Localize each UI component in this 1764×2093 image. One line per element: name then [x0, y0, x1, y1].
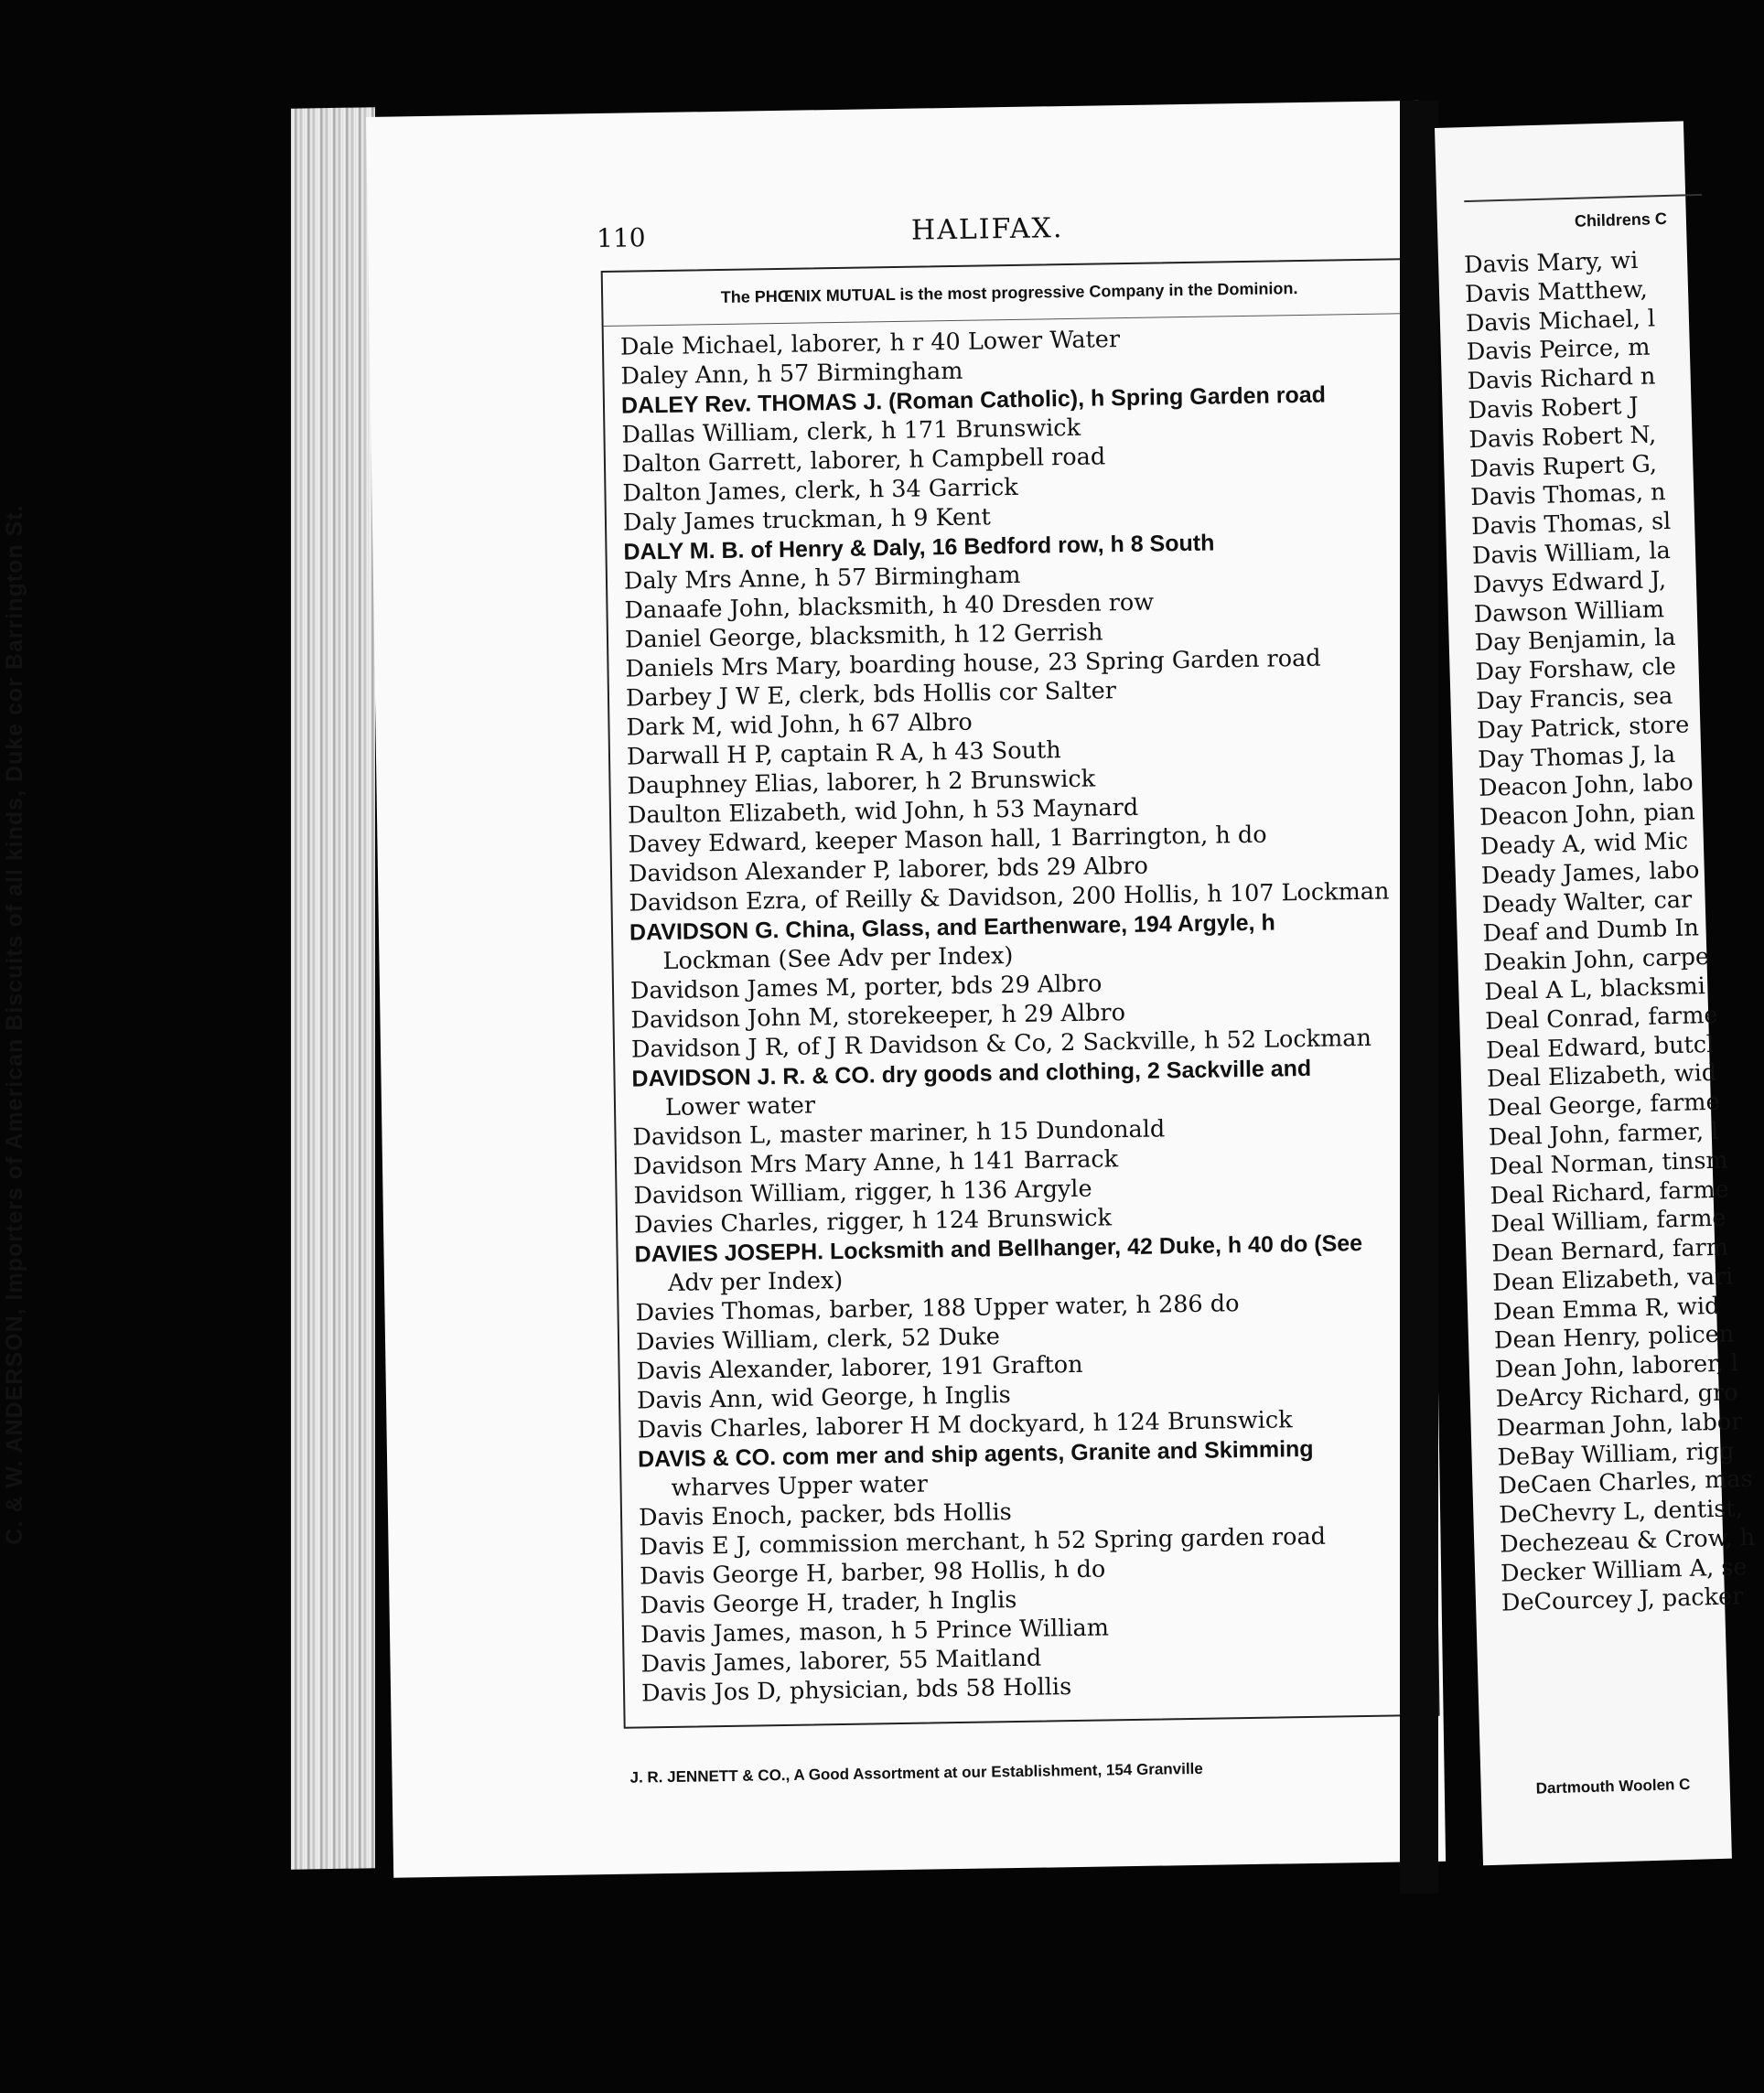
right-directory-entry: Davis Michael, l: [1465, 304, 1656, 338]
right-directory-entry: Dean John, laborer, l: [1494, 1349, 1739, 1384]
directory-entry: Dark M, wid John, h 67 Albro: [626, 708, 973, 742]
directory-entry: Davis James, laborer, 55 Maitland: [640, 1644, 1042, 1679]
right-directory-entry: Day Francis, sea: [1476, 682, 1673, 715]
right-directory-entry: Davys Edward J,: [1472, 565, 1667, 599]
left-page: [366, 101, 1446, 1878]
directory-entry: DAVIDSON J. R. & CO. dry goods and clothing, 2 Sackville and: [631, 1055, 1312, 1092]
page-number: 110: [596, 222, 646, 254]
right-directory-entry: Davis Thomas, sl: [1470, 508, 1672, 542]
right-directory-entry: Davis Richard n: [1467, 362, 1656, 396]
right-directory-entry: Deacon John, pian: [1479, 798, 1696, 832]
right-directory-entry: Day Benjamin, la: [1474, 624, 1676, 658]
directory-entry: Dalton Garrett, laborer, h Campbell road: [621, 443, 1106, 478]
directory-entry: Davis Jos D, physician, bds 58 Hollis: [640, 1673, 1072, 1708]
directory-entry: Davis James, mason, h 5 Prince William: [640, 1614, 1110, 1649]
right-page: [1435, 121, 1756, 1865]
directory-entry: Davis E J, commission merchant, h 52 Spring garden road: [639, 1522, 1327, 1562]
directory-entry: Davidson Alexander P, laborer, bds 29 Albro: [628, 852, 1149, 888]
book-gutter: [1400, 101, 1438, 1894]
directory-entry: Daniel George, blacksmith, h 12 Gerrish: [624, 618, 1103, 654]
directory-entry: Darwall H P, captain R A, h 43 South: [626, 736, 1061, 771]
right-directory-entry: DeCourcey J, packer: [1500, 1582, 1744, 1617]
directory-entry: Daly James truckman, h 9 Kent: [622, 503, 992, 537]
right-directory-entry: Deal George, farme: [1487, 1088, 1721, 1122]
directory-entry: Davies William, clerk, 52 Duke: [635, 1323, 1001, 1357]
directory-entry: Davies Charles, rigger, h 124 Brunswick: [633, 1204, 1113, 1240]
right-directory-entry: Deal Norman, tinsm: [1489, 1146, 1729, 1181]
right-directory-entry: Deacon John, labo: [1478, 768, 1694, 803]
directory-entry: Davis Alexander, laborer, 191 Grafton: [636, 1350, 1083, 1386]
directory-entry: Davis Ann, wid George, h Inglis: [636, 1381, 1011, 1415]
right-directory-entry: Davis Matthew,: [1464, 275, 1649, 308]
right-bottom-banner: Dartmouth Woolen C: [1535, 1775, 1691, 1798]
directory-entry: Adv per Index): [667, 1266, 844, 1297]
directory-entries: [620, 320, 1435, 1708]
directory-entry: DAVIES JOSEPH. Locksmith and Bellhanger, 42 Duke, h 40 do (See: [634, 1230, 1363, 1268]
right-directory-entry: Deal Edward, butcl: [1485, 1030, 1715, 1065]
right-directory-entry: Decker William A, se: [1500, 1552, 1748, 1588]
directory-entry: Dauphney Elias, laborer, h 2 Brunswick: [627, 765, 1096, 800]
right-directory-entry: Deady Walter, car: [1481, 886, 1693, 919]
right-directory-entry: Dechezeau & Crow, h: [1499, 1523, 1756, 1559]
directory-entry: Dale Michael, laborer, h r 40 Lower Water: [619, 326, 1121, 361]
right-directory-entry: Davis Robert N,: [1468, 421, 1657, 454]
right-directory-entry: Davis Mary, wi: [1463, 246, 1639, 280]
directory-entry: Davidson William, rigger, h 136 Argyle: [633, 1175, 1092, 1210]
page-edge: [291, 107, 375, 1870]
right-directory-entry: Deal A L, blacksmi: [1483, 972, 1706, 1006]
right-directory-entry: Davis Rupert G,: [1469, 449, 1658, 483]
directory-entry: DALEY Rev. THOMAS J. (Roman Catholic), h Spring Garden road: [620, 381, 1327, 419]
right-top-banner: Childrens C: [1574, 209, 1668, 231]
directory-entry: Dalton James, clerk, h 34 Garrick: [622, 473, 1018, 508]
right-directory-entry: Dean Bernard, farm: [1490, 1233, 1729, 1268]
directory-entry: Daly Mrs Anne, h 57 Birmingham: [623, 561, 1021, 596]
directory-entry: Davidson Mrs Mary Anne, h 141 Barrack: [632, 1145, 1119, 1181]
right-directory-entry: Day Thomas J, la: [1477, 740, 1676, 774]
right-directory-entry: Deal John, farmer, l: [1488, 1117, 1719, 1152]
directory-entry: Davis George H, barber, 98 Hollis, h do: [639, 1555, 1106, 1591]
right-directory-entry: Davis Thomas, n: [1469, 478, 1666, 512]
right-directory-entry: Davis William, la: [1471, 536, 1672, 570]
directory-entry: Daniels Mrs Mary, boarding house, 23 Spring Garden road: [625, 644, 1321, 683]
right-directory-entry: DeBay William, rigg: [1497, 1437, 1735, 1472]
directory-entry: Lower water: [664, 1091, 816, 1122]
directory-entry: Davidson John M, storekeeper, h 29 Albro: [630, 999, 1126, 1035]
right-directory-entry: Day Forshaw, cle: [1475, 653, 1677, 687]
right-directory-entry: Davis Peirce, m: [1466, 333, 1651, 367]
right-directory-entry: Deal Richard, farme: [1490, 1175, 1730, 1210]
directory-entry: Davidson L, master mariner, h 15 Dundonald: [632, 1115, 1166, 1152]
directory-entry: Davidson James M, porter, bds 29 Albro: [629, 970, 1102, 1005]
directory-entry: Davis Enoch, packer, bds Hollis: [638, 1498, 1012, 1532]
bottom-banner-ad: J. R. JENNETT & CO., A Good Assortment at our Establishment, 154 Granville: [629, 1759, 1203, 1787]
side-advert: C. & W. ANDERSON, Importers of American Biscuits of all kinds, Duke cor Barrington St.: [2, 504, 27, 1545]
directory-entry: DALY M. B. of Henry & Daly, 16 Bedford row, h 8 South: [623, 530, 1215, 565]
right-directory-entry: DeChevry L, dentist,: [1498, 1495, 1744, 1530]
directory-entry: Danaafe John, blacksmith, h 40 Dresden row: [624, 588, 1155, 625]
right-directory-entry: Dawson William: [1473, 595, 1665, 628]
directory-entry: DAVIDSON G. China, Glass, and Earthenware, 194 Argyle, h: [629, 909, 1275, 946]
directory-entry: Davey Edward, keeper Mason hall, 1 Barrington, h do: [628, 821, 1267, 859]
directory-entry: Dallas William, clerk, h 171 Brunswick: [621, 413, 1081, 449]
directory-entry: Daley Ann, h 57 Birmingham: [620, 357, 963, 391]
directory-entry: Daulton Elizabeth, wid John, h 53 Maynard: [627, 793, 1139, 830]
directory-entry: Davies Thomas, barber, 188 Upper water, h 286 do: [635, 1290, 1240, 1327]
top-banner-ad: The PHŒNIX MUTUAL is the most progressive Company in the Dominion.: [603, 260, 1416, 327]
right-directory-entry: DeCaen Charles, mas: [1498, 1465, 1754, 1501]
directory-frame: [601, 258, 1440, 1729]
right-directory-entry: Day Patrick, store: [1476, 711, 1690, 745]
right-directory-entry: Deakin John, carpe: [1483, 943, 1710, 977]
directory-entry: Davis George H, trader, h Inglis: [640, 1586, 1017, 1620]
running-head: HALIFAX.: [910, 212, 1064, 247]
right-directory-entry: Deal William, farme: [1490, 1204, 1726, 1240]
right-directory-entry: Davis Robert J: [1468, 392, 1640, 425]
right-directory-entry: Dearman John, labor: [1496, 1408, 1743, 1443]
directory-entry: Lockman (See Adv per Index): [662, 942, 1014, 976]
right-directory-entry: Dean Emma R, wid: [1492, 1292, 1720, 1326]
right-directory-entry: Dean Henry, policen: [1493, 1320, 1735, 1356]
directory-entry: Davidson Ezra, of Reilly & Davidson, 200 Hollis, h 107 Lockman: [629, 877, 1390, 918]
directory-entry: wharves Upper water: [671, 1470, 929, 1502]
right-directory-entry: Deady James, labo: [1480, 855, 1700, 890]
right-directory-entries: [1464, 244, 1758, 1618]
right-directory-entry: Deal Conrad, farme: [1484, 1001, 1718, 1036]
right-directory-entry: Deady A, wid Mic: [1479, 827, 1689, 861]
directory-entry: Davis Charles, laborer H M dockyard, h 124 Brunswick: [637, 1406, 1293, 1444]
right-directory-entry: Deaf and Dumb In: [1482, 914, 1700, 949]
right-page-rule: [1464, 194, 1702, 202]
directory-entry: DAVIS & CO. com mer and ship agents, Granite and Skimming: [637, 1435, 1314, 1473]
right-directory-entry: Dean Elizabeth, vari: [1491, 1262, 1734, 1297]
right-directory-entry: Deal Elizabeth, wid: [1486, 1059, 1717, 1094]
directory-entry: Davidson J R, of J R Davidson & Co, 2 Sackville, h 52 Lockman: [630, 1024, 1372, 1064]
directory-entry: Darbey J W E, clerk, bds Hollis cor Salter: [625, 677, 1117, 713]
right-directory-entry: DeArcy Richard, gro: [1495, 1379, 1738, 1413]
